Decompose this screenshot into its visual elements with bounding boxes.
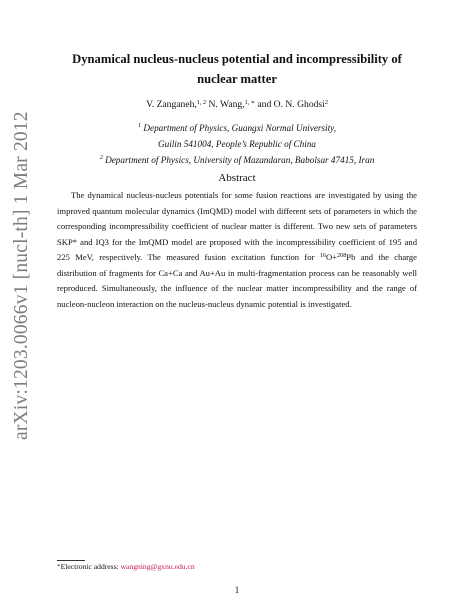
footnote-label: Electronic address: (60, 562, 121, 571)
author-affiliation-mark: 2 (324, 99, 328, 106)
affiliation-1 (40, 122, 434, 134)
isotope-symbol: Pb (346, 252, 356, 262)
author-name: O. N. Ghodsi (273, 99, 325, 110)
footnote (57, 562, 417, 572)
affiliation-1-continued: Guilin 541004, People’s Republic of China (157, 139, 317, 149)
author-name: N. Wang, (208, 99, 245, 110)
isotope-symbol: O+ (325, 252, 338, 262)
abstract-text (57, 188, 417, 312)
author-affiliation-mark: 1, ∗ (244, 99, 255, 106)
author-list (40, 99, 434, 111)
footnote-mark: ∗ (57, 563, 61, 569)
footnote-rule (57, 560, 85, 561)
author-joiner: and (257, 99, 272, 110)
abstract-heading: Abstract (218, 172, 256, 184)
paper-title-line-1: Dynamical nucleus-nucleus potential and incompressibility of (72, 52, 402, 66)
paper-title-line-2: nuclear matter (197, 72, 277, 86)
affiliation-mark: 2 (99, 154, 103, 161)
author-name: V. Zanganeh, (146, 99, 197, 110)
affiliation-mark: 1 (137, 122, 142, 129)
isotope-mass: 208 (337, 252, 347, 259)
abstract-text-part: and the charge distribution of fragments for Ca+Ca and Au+Au in multi-fragmentation process can be reasonably well reproduced. Simultaneously, the influence of the nuclear matter incompressibility and the range of nucleon-nucleon interaction on the nucleus-nucleus dynamic potential is investigated. (57, 252, 417, 309)
affiliation-text: Department of Physics, Guangxi Normal University, (143, 123, 337, 133)
author-affiliation-mark: 1, 2 (196, 99, 207, 106)
abstract-text-part: The dynamical nucleus-nucleus potentials for some fusion reactions are investigated by using the improved quantum molecular dynamics (ImQMD) model with different sets of parameters in which the corresponding incompressibility coefficient of nuclear matter is different. Two new sets of parameters SKP* and IQ3 for the ImQMD model are proposed with the incompressibility coefficient of 195 and 225 MeV, respectively. The measured fusion excitation function for (57, 190, 417, 262)
affiliation-text: Department of Physics, University of Mazandaran, Babolsar 47415, Iran (105, 155, 375, 165)
isotope-mass: 16 (319, 252, 326, 259)
page-number: 1 (234, 585, 240, 595)
affiliation-2 (40, 154, 434, 166)
email-link[interactable]: wangning@gxnu.edu.cn (120, 562, 195, 571)
arxiv-stamp: arXiv:1203.0066v1 [nucl-th] 1 Mar 2012 (11, 111, 32, 440)
